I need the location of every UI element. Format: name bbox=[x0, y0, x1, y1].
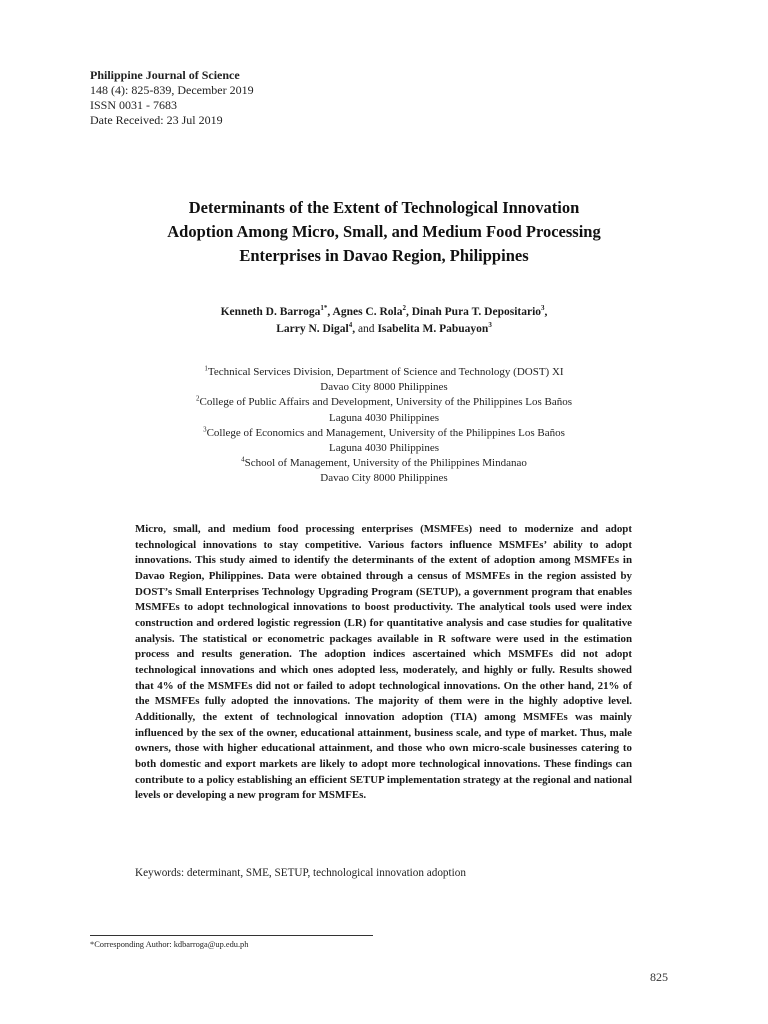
author-name: Agnes C. Rola bbox=[332, 306, 403, 318]
affil-sup: 4 bbox=[241, 455, 245, 464]
keywords: Keywords: determinant, SME, SETUP, technological innovation adoption bbox=[135, 867, 466, 879]
affiliations bbox=[90, 365, 678, 487]
affil-line: Davao City 8000 Philippines bbox=[320, 472, 448, 485]
author-affil-sup: 3 bbox=[541, 304, 545, 313]
affil-sup: 2 bbox=[195, 394, 200, 403]
affiliation bbox=[90, 395, 678, 410]
affil-line: Davao City 8000 Philippines bbox=[320, 381, 448, 394]
author-name: Dinah Pura T. Depositario bbox=[411, 306, 542, 318]
affil-line: College of Economics and Management, University of the Philippines Los Baños bbox=[206, 426, 565, 439]
affiliation bbox=[90, 456, 678, 471]
author-affil-sup: 2 bbox=[402, 304, 406, 313]
affiliation bbox=[90, 365, 678, 380]
affil-sup: 3 bbox=[203, 425, 207, 434]
author-list: Kenneth D. Barroga$^{1*}$, Agnes C. Rola$^2$, Dinah Pura T. Depositario$^3$, Larry N. Digal$^4$, and Isabelita M. Pabuayon$^3$ bbox=[220, 304, 548, 335]
author-affil-sup: 3 bbox=[488, 321, 492, 330]
affiliation bbox=[90, 426, 678, 441]
author-name: Isabelita M. Pabuayon bbox=[377, 323, 489, 335]
affil-line: Technical Services Division, Department of Science and Technology (DOST) XI bbox=[207, 366, 564, 378]
title-line: Determinants of the Extent of Technological Innovation bbox=[188, 198, 580, 217]
affil-line: College of Public Affairs and Development, University of the Philippines Los Baños bbox=[199, 396, 573, 409]
journal-name: Philippine Journal of Science bbox=[90, 68, 240, 82]
journal-volume: 148 (4): 825-839, December 2019 bbox=[90, 83, 254, 97]
affil-sup: 1 bbox=[204, 364, 208, 373]
author-affil-sup: 4 bbox=[348, 321, 353, 330]
title-line: Adoption Among Micro, Small, and Medium Food Processing bbox=[167, 222, 601, 241]
page-number: 825 bbox=[650, 970, 668, 984]
affil-line: School of Management, University of the Philippines Mindanao bbox=[244, 457, 527, 470]
footnote-divider bbox=[90, 935, 373, 936]
author-affil-sup: 1* bbox=[320, 304, 328, 313]
affil-line: Laguna 4030 Philippines bbox=[329, 411, 439, 424]
journal-issn: ISSN 0031 - 7683 bbox=[90, 98, 178, 112]
corresponding-author-footnote: *Corresponding Author: kdbarroga@up.edu.ph bbox=[90, 940, 249, 949]
abstract: Micro, small, and medium food processing enterprises (MSMFEs) need to modernize and adopt technological innovations to stay competitive. Various factors influence MSMFEs’ ability to adopt innovations. This study aimed to identify the determinants of the extent of adoption among MSMFEs in Davao Region, Philippines. Data were obtained through a census of MSMFEs in the region assisted by DOST’s Small Enterprises Technology Upgrading Program (SETUP), a government program that enables MSMFEs to adopt technological innovations to boost productivity. The analytical tools used were index construction and ordered logistic regression (LR) for quantitative analysis and case studies for qualitative analysis. The statistical or econometric packages available in R software were used in the estimation process and results generation. The adoption indices ascertained which MSMFEs did not adopt technological innovations and which ones adopted less, moderately, and highly or fully. Results showed that 4% of the MSMFEs did not or failed to adopt technological innovations. On the other hand, 21% of the MSMFEs fully adopted the innovations. The majority of them were in the highly adoptive level. Additionally, the extent of technological innovation adoption (TIA) among MSMFEs was mainly influenced by the sex of the owner, educational attainment, business scale, and type of market. Thus, male owners, those with higher educational attainment, and those who own micro-scale businesses catering to both domestic and export markets are likely to adopt more technological innovations. These findings can contribute to a policy establishing an efficient SETUP implementation strategy at the regional and national levels or developing a new program for MSMFEs. bbox=[135, 523, 632, 802]
and-text: and bbox=[357, 323, 375, 335]
paper-title bbox=[90, 196, 678, 268]
affil-line: Laguna 4030 Philippines bbox=[329, 442, 439, 455]
date-received: Date Received: 23 Jul 2019 bbox=[90, 113, 223, 127]
journal-info bbox=[90, 68, 254, 128]
author-name: Larry N. Digal bbox=[276, 323, 349, 335]
title-line: Enterprises in Davao Region, Philippines bbox=[239, 246, 529, 265]
author-name: Kenneth D. Barroga bbox=[220, 306, 321, 318]
